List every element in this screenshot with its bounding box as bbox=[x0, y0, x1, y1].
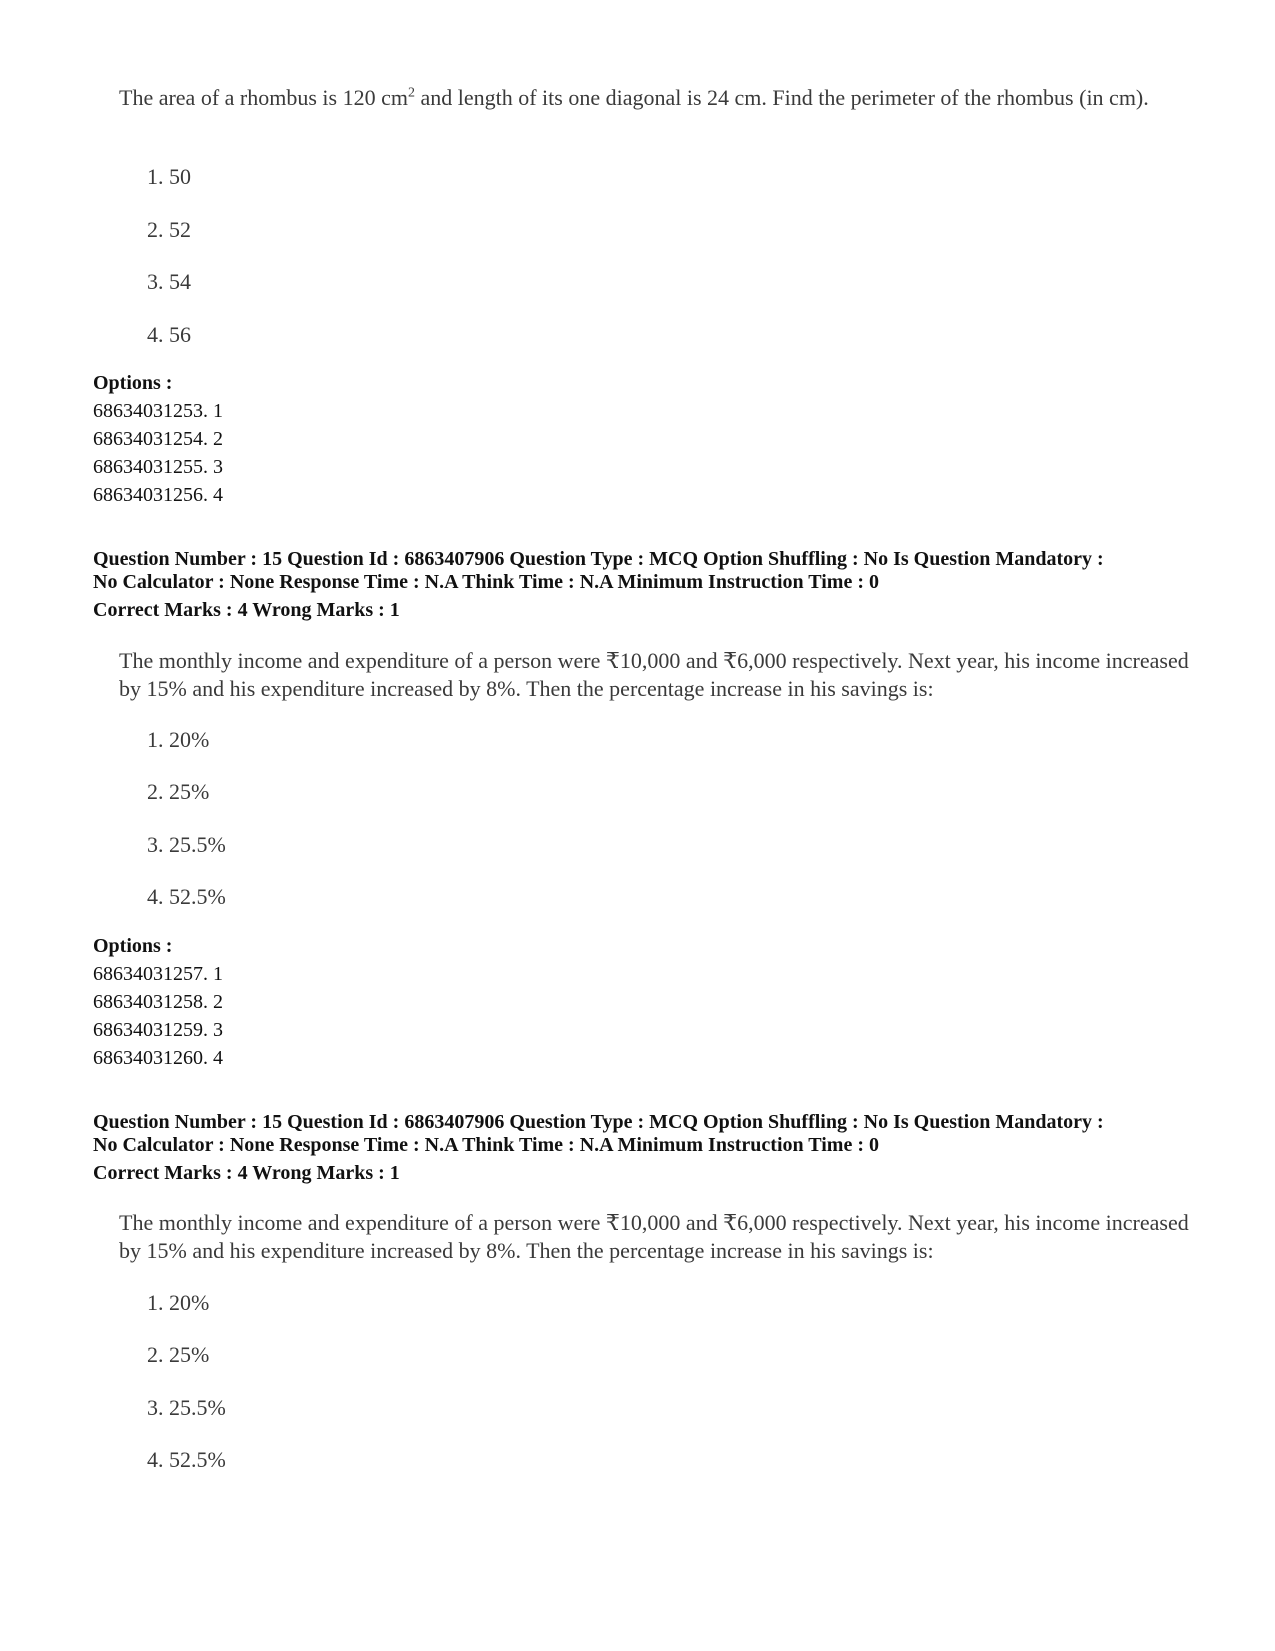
answer-choice: 4. 52.5% bbox=[147, 884, 226, 909]
answer-choice: 2. 25% bbox=[147, 779, 210, 804]
option-id: 68634031259. 3 bbox=[93, 1019, 223, 1041]
answer-choice: 4. 56 bbox=[147, 322, 191, 347]
answer-choice: 1. 20% bbox=[147, 1290, 210, 1315]
superscript: 2 bbox=[407, 85, 415, 101]
answer-choice: 3. 25.5% bbox=[147, 1395, 226, 1420]
options-heading: Options : bbox=[93, 372, 173, 394]
answer-choice: 1. 50 bbox=[147, 164, 191, 189]
question-text: The monthly income and expenditure of a person were ₹10,000 and ₹6,000 respectively. Next year, his income increased by 15% and his expenditure increased by 8%. Then the percentage increase in his savings is: bbox=[119, 1210, 1189, 1263]
question-text: The monthly income and expenditure of a person were ₹10,000 and ₹6,000 respectively. Next year, his income increased by 15% and his expenditure increased by 8%. Then the percentage increase in his savings is: bbox=[119, 648, 1189, 701]
question-meta: Question Number : 15 Question Id : 6863407906 Question Type : MCQ Option Shuffling : No Is Question Mandatory : bbox=[93, 1111, 1104, 1133]
option-id: 68634031255. 3 bbox=[93, 456, 223, 478]
answer-choice: 3. 54 bbox=[147, 269, 191, 294]
answer-choice: 2. 25% bbox=[147, 1342, 210, 1367]
option-id: 68634031258. 2 bbox=[93, 991, 223, 1013]
question-text-part: The area of a rhombus is 120 cm bbox=[119, 85, 408, 110]
answer-choice: 4. 52.5% bbox=[147, 1447, 226, 1472]
question-text bbox=[119, 84, 1199, 112]
question-meta: No Calculator : None Response Time : N.A Think Time : N.A Minimum Instruction Time : 0 bbox=[93, 1134, 879, 1156]
question-marks: Correct Marks : 4 Wrong Marks : 1 bbox=[93, 599, 400, 621]
answer-choice: 3. 25.5% bbox=[147, 832, 226, 857]
option-id: 68634031257. 1 bbox=[93, 963, 223, 985]
option-id: 68634031260. 4 bbox=[93, 1047, 223, 1069]
question-meta: Question Number : 15 Question Id : 6863407906 Question Type : MCQ Option Shuffling : No Is Question Mandatory : bbox=[93, 548, 1104, 570]
answer-choice: 1. 20% bbox=[147, 727, 210, 752]
question-marks: Correct Marks : 4 Wrong Marks : 1 bbox=[93, 1162, 400, 1184]
option-id: 68634031254. 2 bbox=[93, 428, 223, 450]
question-text-part: and length of its one diagonal is 24 cm. Find the perimeter of the rhombus (in cm). bbox=[414, 85, 1149, 110]
option-id: 68634031256. 4 bbox=[93, 484, 223, 506]
options-heading: Options : bbox=[93, 935, 173, 957]
option-id: 68634031253. 1 bbox=[93, 400, 223, 422]
answer-choice: 2. 52 bbox=[147, 217, 191, 242]
question-meta: No Calculator : None Response Time : N.A Think Time : N.A Minimum Instruction Time : 0 bbox=[93, 571, 879, 593]
